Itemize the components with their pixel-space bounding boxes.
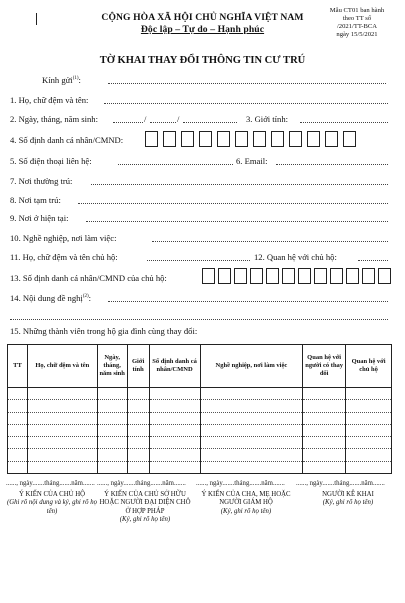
form-code-line: ngày 15/5/2021 [336,31,378,39]
table-cell[interactable] [97,424,127,436]
table-cell[interactable] [149,412,200,424]
table-cell[interactable] [303,449,346,461]
head-id-digit-box[interactable] [282,268,295,284]
table-cell[interactable] [27,412,97,424]
table-cell[interactable] [8,424,28,436]
table-cell[interactable] [346,412,392,424]
head-id-digit-box[interactable] [378,268,391,284]
col-header-no: TT [8,345,28,388]
temporary-residence-field[interactable] [78,196,388,204]
col-header-dob: Ngày, tháng, năm sinh [97,345,127,388]
table-cell[interactable] [127,412,149,424]
table-cell[interactable] [127,449,149,461]
table-cell[interactable] [97,437,127,449]
signature-date: ......, ngày.......tháng.......năm....... [97,480,186,487]
table-cell[interactable] [200,461,303,473]
dob-slash: / [177,114,180,124]
table-cell[interactable] [200,437,303,449]
signature-role: NGƯỜI KÊ KHAI [322,490,374,498]
gender-label: 3. Giới tính: [246,114,289,124]
col-header-relation-head: Quan hệ với chủ hộ [346,345,392,388]
table-cell[interactable] [303,437,346,449]
table-cell[interactable] [8,412,28,424]
gender-field[interactable] [300,115,388,123]
table-row [8,400,392,412]
id-digit-box[interactable] [217,131,230,147]
head-id-digit-box[interactable] [314,268,327,284]
table-cell[interactable] [8,400,28,412]
household-head-field[interactable] [147,253,250,261]
table-cell[interactable] [27,437,97,449]
table-row [8,461,392,473]
id-digit-box[interactable] [271,131,284,147]
current-residence-field[interactable] [86,214,388,222]
id-digit-box[interactable] [163,131,176,147]
col-header-gender: Giới tính [127,345,149,388]
temporary-residence-label: 8. Nơi tạm trú: [10,195,61,205]
permanent-residence-field[interactable] [91,177,388,185]
head-id-digit-box[interactable] [330,268,343,284]
table-cell[interactable] [127,424,149,436]
table-cell[interactable] [200,449,303,461]
table-cell[interactable] [8,449,28,461]
id-digit-box[interactable] [307,131,320,147]
table-header-row [8,345,392,388]
table-cell[interactable] [27,461,97,473]
table-cell[interactable] [303,412,346,424]
col-header-name: Họ, chữ đệm và tên [27,345,97,388]
table-cell[interactable] [346,424,392,436]
head-id-digit-box[interactable] [250,268,263,284]
head-id-label: 13. Số định danh cá nhân/CMND của chủ hộ: [10,273,167,283]
table-cell[interactable] [97,388,127,400]
table-cell[interactable] [303,424,346,436]
table-cell[interactable] [127,461,149,473]
head-id-digit-box[interactable] [298,268,311,284]
table-cell[interactable] [127,437,149,449]
table-cell[interactable] [8,461,28,473]
request-content-field-line2[interactable] [10,312,388,320]
dob-day-field[interactable] [113,115,143,123]
dob-label: 2. Ngày, tháng, năm sinh: [10,114,98,124]
table-cell[interactable] [127,388,149,400]
table-cell[interactable] [97,412,127,424]
table-cell[interactable] [200,400,303,412]
dob-year-field[interactable] [183,115,237,123]
signature-household-head [6,480,98,516]
signature-note: (Ký, ghi rõ họ tên) [119,516,171,523]
signature-role: Ý KIẾN CỦA CHỦ HỘ [18,490,86,498]
table-cell[interactable] [97,449,127,461]
permanent-residence-label: 7. Nơi thường trú: [10,176,73,186]
signature-note: (Ký, ghi rõ họ tên) [322,499,374,506]
table-cell[interactable] [149,449,200,461]
signature-date: ......, ngày.......tháng.......năm....... [296,480,385,487]
id-digit-box[interactable] [253,131,266,147]
id-digit-box[interactable] [325,131,338,147]
members-table [7,344,392,474]
recipient-field[interactable] [108,76,386,84]
col-header-relation-changer: Quan hệ với người có thay đổi [303,345,346,388]
table-row [8,388,392,400]
head-id-digit-box[interactable] [202,268,215,284]
table-cell[interactable] [27,424,97,436]
signature-guardian [196,480,296,516]
form-code-line: theo TT số [342,15,372,23]
table-cell[interactable] [27,449,97,461]
form-code [312,7,402,39]
form-code-line: Mẫu CT01 ban hành [329,7,385,14]
dob-slash: / [144,114,147,124]
table-cell[interactable] [149,424,200,436]
members-label: 15. Những thành viên trong hộ gia đình cùng thay đổi: [10,326,198,336]
head-id-digit-box[interactable] [346,268,359,284]
country-name: CỘNG HÒA XÃ HỘI CHỦ NGHĨA VIỆT NAM [101,12,304,23]
head-id-digit-box[interactable] [362,268,375,284]
occupation-label: 10. Nghề nghiệp, nơi làm việc: [10,233,117,243]
email-field[interactable] [276,157,388,165]
dob-month-field[interactable] [150,115,176,123]
table-cell[interactable] [27,388,97,400]
table-cell[interactable] [303,461,346,473]
recipient-label: Kính gửi$^{(1)}$: [42,75,81,85]
table-cell[interactable] [27,400,97,412]
signature-declarant [296,480,400,508]
table-cell[interactable] [346,400,392,412]
email-label: 6. Email: [236,156,268,166]
table-cell[interactable] [149,461,200,473]
id-digit-box[interactable] [289,131,302,147]
head-id-digit-box[interactable] [266,268,279,284]
signature-note: (Ghi rõ nội dung và ký, ghi rõ họ tên) [6,499,98,515]
id-digit-box[interactable] [235,131,248,147]
table-cell[interactable] [97,400,127,412]
full-name-field[interactable] [104,96,388,104]
id-digit-box[interactable] [181,131,194,147]
signature-owner [97,480,193,525]
form-title: TỜ KHAI THAY ĐỔI THÔNG TIN CƯ TRÚ [99,55,306,66]
table-cell[interactable] [8,437,28,449]
phone-field[interactable] [118,157,233,165]
col-header-occupation: Nghề nghiệp, nơi làm việc [200,345,303,388]
table-cell[interactable] [200,388,303,400]
table-cell[interactable] [346,437,392,449]
table-cell[interactable] [149,400,200,412]
household-head-label: 11. Họ, chữ đệm và tên chủ hộ: [10,252,118,262]
table-cell[interactable] [8,388,28,400]
table-row [8,424,392,436]
signature-note: (Ký, ghi rõ họ tên) [220,507,272,515]
occupation-field[interactable] [152,234,388,242]
relation-label: 12. Quan hệ với chủ hộ: [254,252,337,262]
table-cell[interactable] [200,424,303,436]
table-cell[interactable] [127,400,149,412]
phone-label: 5. Số điện thoại liên hệ: [10,156,92,166]
id-digit-box[interactable] [199,131,212,147]
table-cell[interactable] [303,388,346,400]
signature-role: Ý KIẾN CỦA CHA, MẸ HOẶC NGƯỜI GIÁM HỘ [201,490,291,506]
signature-date: ......, ngày.......tháng.......năm....... [196,480,285,487]
table-cell[interactable] [97,461,127,473]
signature-role: Ý KIẾN CỦA CHỦ SỞ HỮU HOẶC NGƯỜI ĐẠI DIỆN CHỖ Ở HỢP PHÁP [99,490,191,515]
head-id-digit-box[interactable] [218,268,231,284]
motto-text: Độc lập – Tự do – Hạnh phúc [140,24,265,35]
col-header-id: Số định danh cá nhân/CMND [149,345,200,388]
current-residence-label: 9. Nơi ở hiện tại: [10,213,69,223]
table-cell[interactable] [346,388,392,400]
table-row [8,449,392,461]
relation-field[interactable] [358,253,388,261]
form-code-line: /2021/TT-BCA [336,23,378,31]
request-content-field[interactable] [108,294,388,302]
table-cell[interactable] [149,388,200,400]
table-cell[interactable] [346,461,392,473]
table-cell[interactable] [149,437,200,449]
id-digit-box[interactable] [343,131,356,147]
id-digit-box[interactable] [145,131,158,147]
request-content-label: 14. Nội dung đề nghị$^{(2)}$: [10,293,92,303]
head-id-digit-box[interactable] [234,268,247,284]
table-cell[interactable] [303,400,346,412]
table-cell[interactable] [200,412,303,424]
table-cell[interactable] [346,449,392,461]
table-row [8,437,392,449]
signature-date: ......, ngày.......tháng.......năm....... [6,480,95,487]
full-name-label: 1. Họ, chữ đệm và tên: [10,95,89,105]
table-row [8,412,392,424]
personal-id-label: 4. Số định danh cá nhân/CMND: [10,135,124,145]
